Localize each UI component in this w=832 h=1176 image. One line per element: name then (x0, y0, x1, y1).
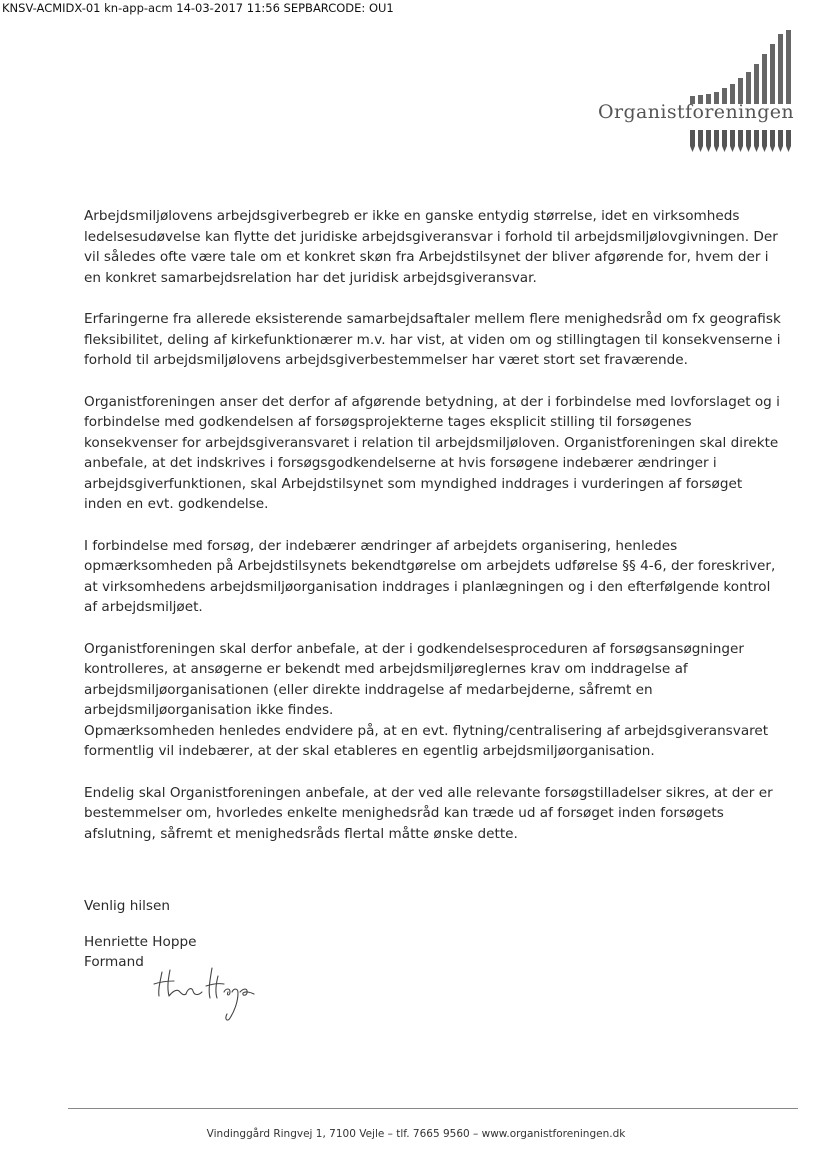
body-paragraph: Opmærksomheden henledes endvidere på, at en evt. flytning/centralisering af arbejdsgiveransvaret formentlig vil indebærer, at der skal etableres en egentlig arbejdsmiljøorganisation. (84, 722, 769, 759)
closing-greeting: Venlig hilsen (84, 898, 170, 914)
fax-header: KNSV-ACMIDX-01 kn-app-acm 14-03-2017 11:56 SEPBARCODE: OU1 (2, 1, 394, 15)
logo-pipes-icon (690, 130, 800, 154)
body-paragraph: Endelig skal Organistforeningen anbefale, at der ved alle relevante forsøgstilladelser sikres, at der er bestemmelser om, hvorledes enkelte menighedsråd kan træde ud af forsøget inden forsøgets afslutning, såfremt et menighedsråds flertal måtte ønske dette. (84, 784, 773, 842)
body-paragraph: Organistforeningen skal derfor anbefale, at der i godkendelsesproceduren af forsøgsansøgninger kontrolleres, at ansøgerne er bekendt med arbejdsmiljøreglernes krav om inddragelse af arbejdsmiljøorganisationen (eller direkte inddragelse af medarbejderne, såfremt en arbejdsmiljøorganisation ikke findes. (84, 640, 745, 718)
organistforeningen-logo (590, 28, 805, 158)
logo-text: Organistforeningen (598, 101, 795, 123)
signatory-title: Formand (84, 954, 144, 970)
body-paragraph: Organistforeningen anser det derfor af afgørende betydning, at der i forbindelse med lovforslaget og i forbindelse med godkendelsen af forsøgsprojekterne tages eksplicit stilling til forsøgenes konsekvenser for arbejdsgiveransvaret i relation til arbejdsmiljøloven. Organistforeningen skal direkte anbefale, at det indskrives i forsøgsgodkendelserne at hvis forsøgene indebærer ændringer i arbejdsgiverfunktionen, skal Arbejdstilsynet som myndighed inddrages i vurderingen af forsøget inden en evt. godkendelse. (84, 393, 780, 512)
footer-divider (68, 1108, 798, 1109)
signatory-name: Henriette Hoppe (84, 934, 197, 950)
body-paragraph: I forbindelse med forsøg, der indebærer ændringer af arbejdets organisering, henledes opmærksomheden på Arbejdstilsynets bekendtgørelse om arbejdets udførelse §§ 4-6, der foreskriver, at virksomhedens arbejdsmiljøorganisation inddrages i planlægningen og i den efterfølgende kontrol af arbejdsmiljøet. (84, 537, 776, 615)
body-paragraph: Erfaringerne fra allerede eksisterende samarbejdsaftaler mellem flere menighedsråd om fx geografisk fleksibilitet, deling af kirkefunktionærer m.v. har vist, at viden om og stillingtagen til konsekvenserne i forhold til arbejdsmiljølovens arbejdsgiverbestemmelser har været stort set fraværende. (84, 311, 781, 368)
logo-bars-top-icon (690, 28, 800, 106)
handwritten-signature (150, 958, 270, 1028)
footer-address: Vindinggård Ringvej 1, 7100 Vejle – tlf. 7665 9560 – www.organistforeningen.dk (206, 1128, 626, 1140)
letter-body (84, 206, 784, 865)
body-paragraph: Arbejdsmiljølovens arbejdsgiverbegreb er ikke en ganske entydig størrelse, idet en virksomheds ledelsesudøvelse kan flytte det juridiske arbejdsgiveransvar i forhold til arbejdsmiljølovgivningen. Der vil således ofte være tale om et konkret skøn fra Arbejdstilsynet der bliver afgørende for, hvem der i en konkret samarbejdsrelation har det juridisk arbejdsgiveransvar. (84, 208, 778, 286)
